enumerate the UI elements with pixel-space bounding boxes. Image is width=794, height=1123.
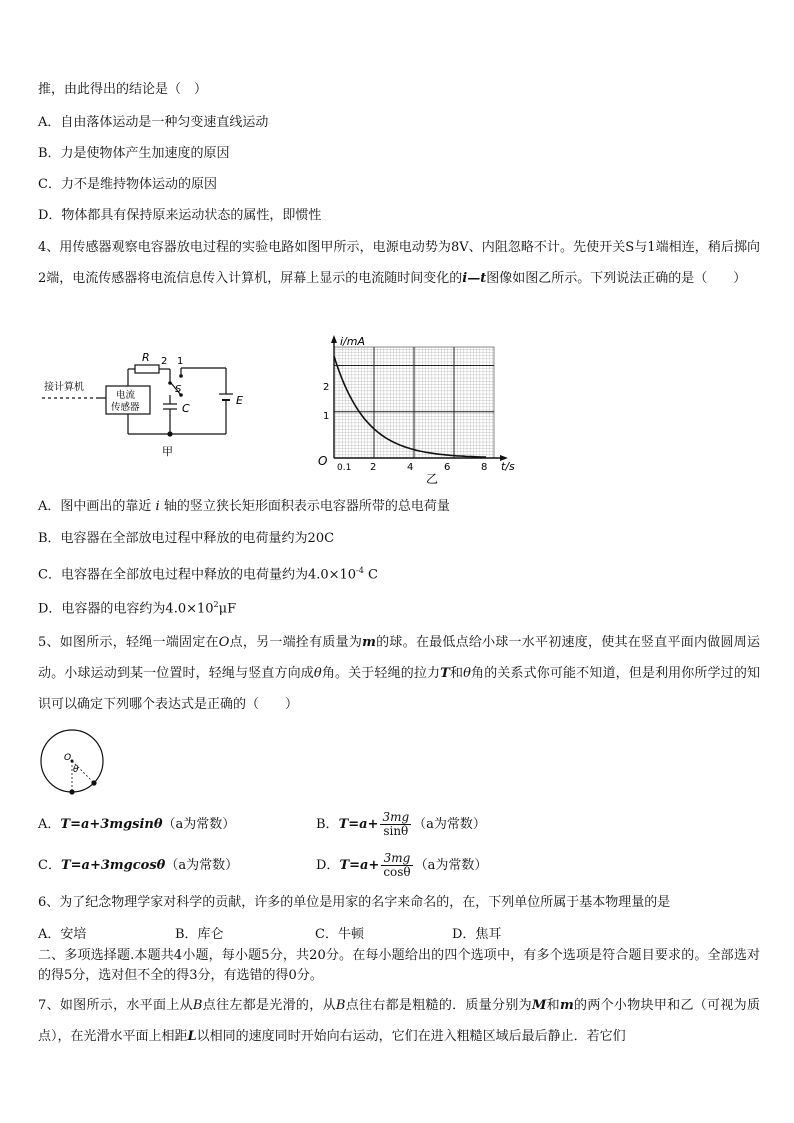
- graph-xtick-01: 0.1: [337, 463, 352, 473]
- graph-xlabel: t/s: [501, 460, 515, 473]
- fig-label-theta: θ: [73, 765, 79, 775]
- label-s: S: [175, 384, 182, 395]
- q4-stem: 4、用传感器观察电容器放电过程的实验电路如图甲所示，电源电动势为8V、内阻忽略不计。先使开关S与1端相连，稍后掷向2端，电流传感器将电流信息传入计算机，屏幕上显示的电流随时间变化的i—t图像如图乙所示。下列说法正确的是（ ）: [38, 240, 760, 286]
- graph-ytick-2: 2: [323, 382, 330, 393]
- graph-xtick-2: 2: [370, 462, 377, 473]
- graph-xtick-4: 4: [407, 462, 414, 473]
- label-r: R: [142, 351, 150, 364]
- caption-yi: 乙: [426, 472, 439, 485]
- q4-option-b: B．电容器在全部放电过程中释放的电荷量约为20C: [38, 531, 335, 546]
- it-graph: [310, 333, 530, 485]
- graph-ylabel: i/mA: [340, 335, 366, 348]
- circle-diagram: [36, 728, 108, 800]
- label-c: C: [182, 402, 190, 415]
- q4-option-a: A．图中画出的靠近 i 轴的竖立狭长矩形面积表示电容器所带的总电荷量: [38, 499, 450, 514]
- label-node-1: 1: [177, 356, 184, 367]
- q5-option-d: D．T=a+ $\frac{3mg}{\cos\theta}$ （a为常数）: [316, 851, 488, 879]
- q6-option-b: B．库仑: [175, 927, 224, 942]
- q3-option-b: B．力是使物体产生加速度的原因: [38, 146, 230, 161]
- q3-tail: 推，由此得出的结论是（ ）: [38, 82, 208, 97]
- lowest-point: [69, 789, 74, 794]
- q4-option-d: D．电容器的电容约为$4.0\times 10^2\mu F$: [38, 600, 237, 617]
- circuit-junction: [167, 431, 172, 436]
- q6-option-d: D．焦耳: [452, 927, 502, 942]
- label-computer: 接计算机: [44, 382, 84, 393]
- label-e: E: [236, 394, 243, 407]
- section2-instructions: 二、多项选择题.本题共4小题，每小题5分，共20分。在每小题给出的四个选项中，有多个选项是符合题目要求的。全部选对的得5分，选对但不全的得3分，有选错的得0分。: [38, 948, 760, 983]
- q6-option-a: A．安培: [38, 927, 87, 942]
- q5-stem: 5、如图所示，轻绳一端固定在O点，另一端拴有质量为m的球。在最低点给小球一水平初速度，使其在竖直平面内做圆周运动。小球运动到某一位置时，轻绳与竖直方向成θ角。关于轻绳的拉力T和θ角的关系式你可能不知道，但是利用你所学过的知识可以确定下列哪个表达式是正确的（ ）: [38, 635, 760, 712]
- q6-stem: 6、为了纪念物理学家对科学的贡献，许多的单位是用家的名字来命名的，在，下列单位所属于基本物理量的是: [38, 895, 671, 910]
- label-sensor-1: 电流: [116, 390, 136, 401]
- label-node-2: 2: [161, 356, 168, 367]
- label-sensor-2: 传感器: [111, 402, 140, 413]
- q5-option-b: B．T=a+ $\frac{3mg}{\sin\theta}$ （a为常数）: [316, 810, 486, 838]
- graph-xtick-6: 6: [444, 462, 451, 473]
- graph-xtick-8: 8: [481, 462, 488, 473]
- caption-jia: 甲: [162, 445, 173, 458]
- q3-option-d: D．物体都具有保持原来运动状态的属性，即惯性: [38, 208, 322, 223]
- graph-origin: O: [318, 454, 328, 468]
- q3-option-c: C．力不是维持物体运动的原因: [38, 177, 217, 192]
- q5-option-c: C．T=a+3mgcosθ（a为常数）: [38, 858, 239, 873]
- q5-option-a: A．T=a+3mgsinθ（a为常数）: [38, 817, 236, 832]
- q3-option-a: A．自由落体运动是一种匀变速直线运动: [38, 115, 269, 130]
- q7-stem: 7、如图所示，水平面上从B点往左都是光滑的，从B点往右都是粗糙的．质量分别为M和m的两个小物块甲和乙（可视为质点），在光滑水平面上相距L以相同的速度同时开始向右运动，它们在进入粗糙区域后最后静止．若它们: [38, 998, 760, 1044]
- q6-option-c: C．牛顿: [315, 927, 364, 942]
- resistor-r: [135, 365, 159, 373]
- q4-option-c: C．电容器在全部放电过程中释放的电荷量约为$4.0\times 10^{-4}$ C: [38, 566, 378, 583]
- circuit-diagram: [36, 346, 254, 458]
- ball: [91, 780, 96, 785]
- graph-ytick-1: 1: [323, 411, 330, 422]
- fig-label-o: O: [64, 753, 72, 763]
